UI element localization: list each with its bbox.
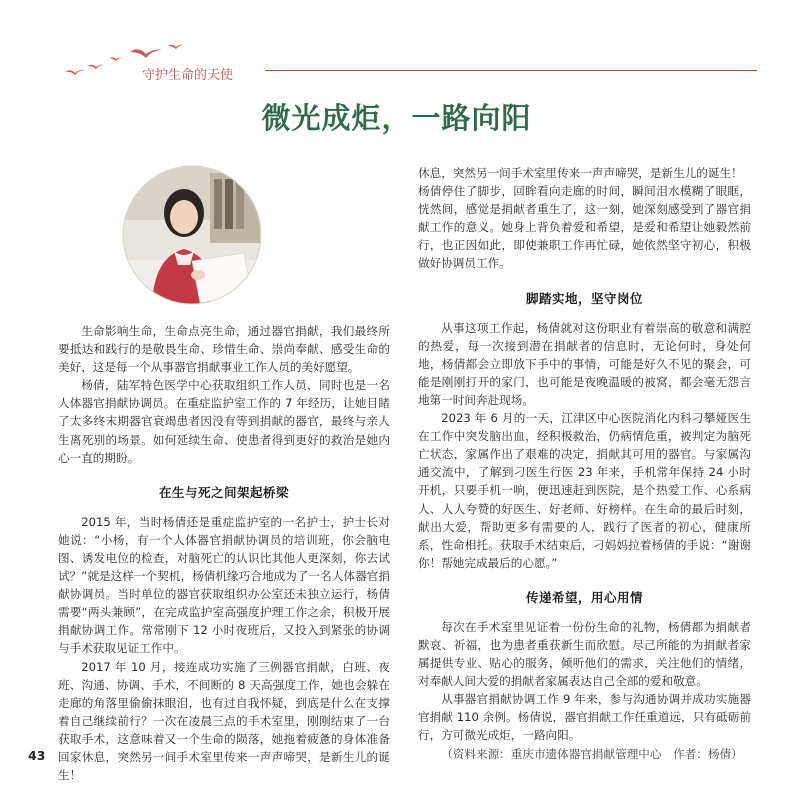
section-heading: 脚踏实地，坚守岗位 [525, 290, 643, 306]
body-paragraph: 2023 年 6 月的一天，江津区中心医院消化内科刁攀娅医生在工作中突发脑出血，经积极救治，仍病情危重，被判定为脑死亡状态，家属作出了艰难的决定，捐献其可用的器官。与家属沟通交流中，了解到刁医生行医 23 年来，手机常年保持 24 小时开机，只要手机一响，便迅速赶到医院，是个热爱工作、心系病人、人人夸赞的好医生、好老师、好榜样。在生命的最后时刻，献出大爱，帮助更多有需要的人，践行了医者的初心，健康所系，性命相托。获取手术结束后，刁妈妈拉着杨倩的手说：“谢谢你！帮她完成最后的心愿。” [418, 411, 751, 570]
section-heading: 在生与死之间架起桥梁 [158, 484, 289, 500]
portrait-photo [122, 165, 262, 305]
body-paragraph: 从事这项工作起，杨倩就对这份职业有着崇高的敬意和满腔的热爱，每一次接到潜在捐献者的信息时，无论何时，身处何地，杨倩都会立即放下手中的事情，可能是好久不见的聚会，可能是刚刚打开的家门，也可能是夜晚温暖的被窝，都会毫无怨言地第一时间奔赴现场。 [418, 320, 751, 407]
section-heading: 传递希望，用心用情 [525, 589, 643, 605]
section-label: 守护生命的天使 [142, 68, 234, 83]
body-paragraph: 每次在手术室里见证着一份份生命的礼物，杨倩都为捐献者默哀、祈福，也为患者重获新生而欣慰。尽己所能的为捐献者家属提供专业、贴心的服务，倾听他们的需求，关注他们的情绪，对奉献人间大爱的捐献者家属表达自己全部的爱和敬意。 [418, 619, 751, 689]
header-divider [265, 70, 757, 71]
right-column [418, 164, 751, 763]
body-paragraph: 从事器官捐献协调工作 9 年来，参与沟通协调并成功实施器官捐献 110 余例。杨倩说，器官捐献工作任重道远，只有砥砺前行，方可微光成炬，一路向阳。 [418, 692, 751, 743]
left-column [58, 322, 390, 784]
intro-paragraph: 生命影响生命，生命点亮生命，通过器官捐献，我们最终所要抵达和践行的是敬畏生命、珍惜生命、崇尚奉献、感受生命的美好，这是每一个从事器官捐献事业工作人员的美好愿望。 [58, 324, 390, 375]
continued-paragraph: 杨倩停住了脚步，回眸看向走廊的时间，瞬间泪水模糊了眼眶，恍然间，感觉是捐献者重生了，这一刻，她深刻感受到了器官捐献工作的意义。她身上背负着爱和希望，是爱和希望让她毅然前行，也正因如此，即使兼职工作再忙碌，她依然坚守初心，积极做好协调员工作。 [418, 184, 751, 271]
source-credit: （资料来源：重庆市遗体器官捐献管理中心 作者：杨倩） [441, 746, 743, 761]
page-number: 43 [28, 748, 46, 763]
body-paragraph: 2015 年，当时杨倩还是重症监护室的一名护士，护士长对她说：“小杨，有一个人体器官捐献协调员的培训班，你会脑电图、诱发电位的检查，对脑死亡的认识比其他人更深刻，你去试试？”就是这样一个契机，杨倩机缘巧合地成为了一名人体器官捐献协调员。当时单位的器官获取组织办公室还未独立运行，杨倩需要“两头兼顾”，在完成监护室高强度护理工作之余，积极开展捐献协调工作。常常刚下 12 小时夜班后，又投入到紧张的协调与手术获取见证工作中。 [58, 514, 390, 656]
continued-paragraph: 休息，突然另一间手术室里传来一声声啼哭，是新生儿的诞生！ [418, 166, 743, 180]
intro-paragraph: 杨倩，陆军特色医学中心获取组织工作人员，同时也是一名人体器官捐献协调员。在重症监护室工作的 7 年经历，让她目睹了太多终末期器官衰竭患者因没有等到捐献的器官，最终与亲人生离死别的场景。如何延续生命、使患者得到更好的救治是她内心一直的期盼。 [58, 378, 390, 465]
body-paragraph: 2017 年 10 月，接连成功实施了三例器官捐献，白班、夜班、沟通、协调、手术，不间断的 8 天高强度工作，她也会躲在走廊的角落里偷偷抹眼泪，也有过自我怀疑，到底是什么在支撑着自己继续前行？一次在凌晨三点的手术室里，刚刚结束了一台获取手术，这意味着又一个生命的陨落，她拖着疲惫的身体准备回家休息，突然另一间手术室里传来一声声啼哭，是新生儿的诞生！ [58, 659, 390, 783]
article-title: 微光成炬，一路向阳 [261, 101, 532, 135]
